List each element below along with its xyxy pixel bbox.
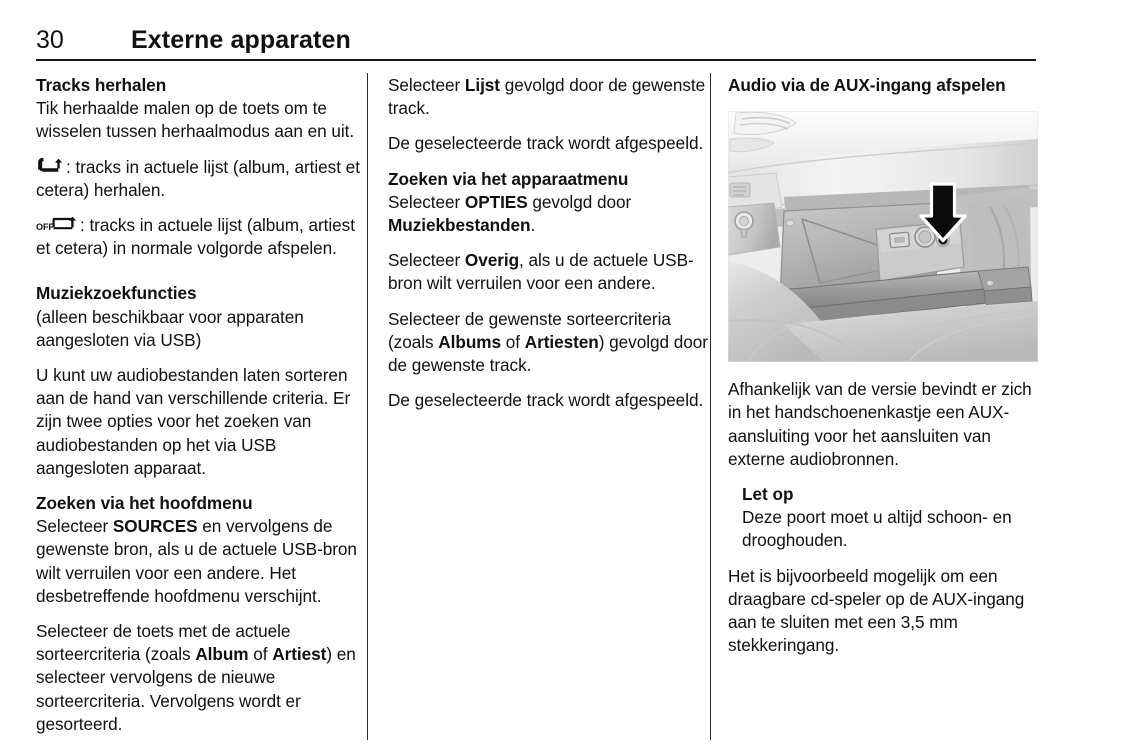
term-artiest: Artiest [272, 644, 327, 665]
text-fragment: of [501, 331, 525, 352]
heading-zoeken-hoofdmenu: Zoeken via het hoofdmenu [36, 493, 253, 514]
term-albums: Albums [438, 331, 502, 352]
text-fragment: Selecteer de toets met de actuele sorteercriteria (zoals [36, 621, 291, 665]
paragraph-aux-location: Afhankelijk van de versie bevindt er zich in het handschoenenkastje een AUX-aansluiting voor het aansluiten van externe audiobronnen. [728, 379, 1032, 469]
text-column-1 [36, 74, 360, 748]
paragraph-cd-speler: Het is bijvoorbeeld mogelijk om een draagbare cd-speler op de AUX-ingang aan te sluiten met een 3,5 mm stekkeringang. [728, 565, 1025, 656]
paragraph-lijst [388, 74, 712, 120]
repeat-off-description [36, 214, 360, 260]
text-fragment: Selecteer [388, 75, 465, 95]
repeat-icon [36, 157, 66, 175]
text-fragment: en vervolgens de gewenste bron, als u de actuele USB-bron wilt verruilen voor een andere. Het desbetreffende hoofdmenu verschijnt. [36, 516, 357, 606]
text-fragment: Selecteer [388, 250, 465, 271]
term-sources: SOURCES [112, 516, 198, 537]
text-fragment: gevolgd door de gewenste track. [388, 75, 706, 119]
glove-compartment-aux-port-photo [728, 111, 1038, 362]
chapter-title: Externe apparaten [131, 26, 351, 54]
paragraph-track-afgespeeld-1: De geselecteerde track wordt afgespeeld. [388, 133, 704, 154]
repeat-off-text: : tracks in actuele lijst (album, artiest et cetera) in normale volgorde afspelen. [36, 215, 355, 259]
text-fragment: , als u de actuele USB-bron wilt verruilen voor een andere. [388, 250, 694, 294]
text-column-2 [388, 74, 712, 424]
text-column-3 [728, 74, 1038, 669]
paragraph-sorteercriteria-2 [388, 308, 712, 378]
repeat-on-description [36, 156, 360, 202]
text-fragment: Selecteer de gewenste sorteercriteria (zoals [388, 308, 671, 352]
paragraph-tracks-herhalen-intro: Tik herhaalde malen op de toets om te wisselen tussen herhaalmodus aan en uit. [36, 98, 355, 142]
text-fragment: Selecteer [388, 191, 465, 212]
header-rule [36, 59, 1036, 61]
repeat-off-icon [36, 215, 80, 233]
text-fragment: . [530, 215, 536, 236]
paragraph-opties [388, 191, 712, 237]
paragraph-track-afgespeeld-2: De geselecteerde track wordt afgespeeld. [388, 390, 704, 411]
term-album: Album [195, 644, 249, 665]
term-artiesten: Artiesten [524, 331, 599, 352]
paragraph-overig [388, 249, 712, 295]
notice-body: Deze poort moet u altijd schoon- en drooghouden. [742, 507, 1012, 551]
heading-tracks-herhalen: Tracks herhalen [36, 75, 167, 95]
heading-muziekzoekfuncties: Muziekzoekfuncties [36, 283, 197, 304]
term-overig: Overig [464, 250, 520, 271]
text-fragment: of [248, 644, 273, 665]
text-fragment: ) gevolgd door de gewenste track. [388, 331, 708, 376]
page-header [36, 24, 1036, 62]
paragraph-usb-only: (alleen beschikbaar voor apparaten aangesloten via USB) [36, 306, 304, 350]
heading-audio-aux: Audio via de AUX-ingang afspelen [728, 75, 1006, 95]
paragraph-sorteren-intro: U kunt uw audiobestanden laten sorteren aan de hand van verschillende criteria. Er zijn twee opties voor het zoeken van audiobestanden op het via USB aangesloten apparaat. [36, 365, 351, 478]
paragraph-sorteercriteria [36, 620, 360, 736]
page-number: 30 [36, 26, 64, 54]
text-fragment: Selecteer [36, 516, 113, 537]
repeat-on-text: : tracks in actuele lijst (album, artiest et cetera) herhalen. [36, 156, 360, 200]
paragraph-sources [36, 515, 360, 608]
column-divider-1 [367, 73, 368, 740]
svg-text:OFF: OFF [36, 222, 54, 233]
notice-title: Let op [742, 484, 794, 505]
notice-block [728, 483, 1038, 553]
text-fragment: ) en selecteer vervolgens de nieuwe sorteercriteria. Vervolgens wordt er gesorteerd. [36, 644, 356, 734]
term-opties: OPTIES [464, 191, 528, 212]
term-lijst: Lijst [464, 75, 500, 95]
heading-zoeken-apparaatmenu: Zoeken via het apparaatmenu [388, 168, 629, 189]
term-muziekbestanden: Muziekbestanden [388, 215, 531, 236]
text-fragment: gevolgd door [527, 191, 632, 212]
